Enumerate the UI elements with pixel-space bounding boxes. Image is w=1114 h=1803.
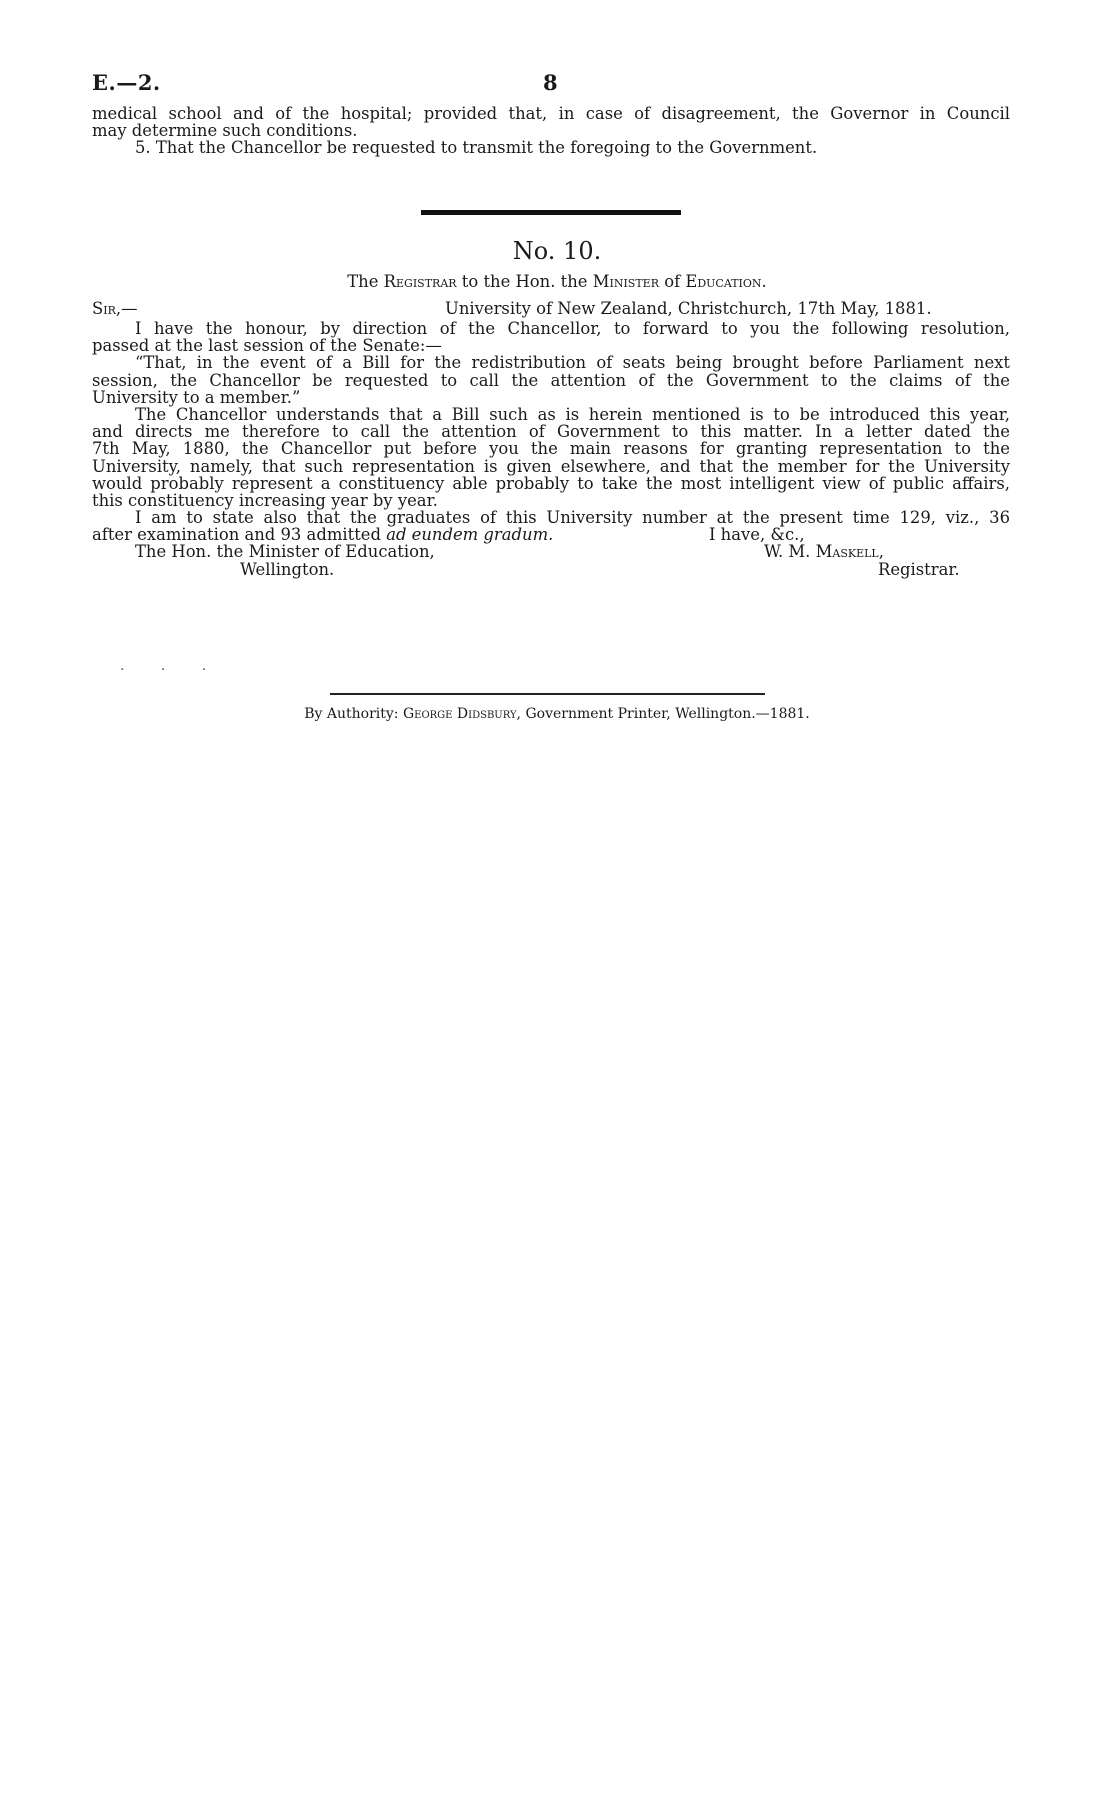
paragraph-line: would probably represent a constituency able probably to take the most intelligent view of public affairs, <box>92 473 1010 493</box>
paragraph-line: after examination and 93 admitted ad eundem gradum. I have, &c., <box>92 525 805 545</box>
closing: I have, &c., <box>709 525 805 545</box>
paragraph-line: passed at the last session of the Senate:— <box>92 336 442 356</box>
title-department: Education. <box>685 272 767 291</box>
salutation: Sir,— <box>92 299 138 318</box>
continuation-paragraph <box>92 105 1010 157</box>
continuation-line: medical school and of the hospital; provided that, in case of disagreement, the Governor in Council <box>92 104 1010 123</box>
paragraph-line: and directs me therefore to call the attention of Government to this matter. In a letter dated the <box>92 422 1010 442</box>
printer-name: George Didsbury, <box>402 706 522 722</box>
addressee-line: The Hon. the Minister of Education, W. M. Maskell, <box>135 542 884 562</box>
footer-divider <box>330 693 765 695</box>
paragraph-line: The Chancellor understands that a Bill such as is herein mentioned is to be introduced this year, <box>135 404 1010 424</box>
resolution-quote-line: University to a member.” <box>92 387 301 407</box>
paragraph-line: I have the honour, by direction of the Chancellor, to forward to you the following resolution, <box>135 319 1010 338</box>
section-divider <box>421 210 681 215</box>
addressee-line: Wellington. Registrar. <box>240 559 960 579</box>
signer-title: Registrar. <box>878 559 960 579</box>
latin-phrase: ad eundem gradum. <box>386 525 554 545</box>
paragraph-line: I am to state also that the graduates of this University number at the present time 129, viz., 36 <box>135 508 1010 528</box>
document-title: The Registrar to the Hon. the Minister of Education. <box>347 272 767 291</box>
document-number: No. 10. <box>512 237 602 265</box>
title-recipient: Minister <box>592 272 659 291</box>
dateline: University of New Zealand, Christchurch, 17th May, 1881. <box>445 299 932 318</box>
continuation-line: may determine such conditions. <box>92 121 358 141</box>
resolution-quote-line: “That, in the event of a Bill for the redistribution of seats being brought before Parliament next <box>135 353 1010 373</box>
paragraph-line: University, namely, that such representation is given elsewhere, and that the member for the University <box>92 456 1010 476</box>
printer-imprint: By Authority: George Didsbury, Government Printer, Wellington.—1881. <box>304 706 810 722</box>
paragraph-line: this constituency increasing year by year. <box>92 490 438 510</box>
letter-body <box>92 320 1010 578</box>
page-number: 8 <box>543 70 558 95</box>
title-sender: Registrar <box>383 272 457 291</box>
stray-marks: · · · <box>120 662 223 678</box>
resolution-item-5: 5. That the Chancellor be requested to transmit the foregoing to the Government. <box>135 138 818 158</box>
signer-name: W. M. Maskell, <box>764 542 884 562</box>
document-reference: E.—2. <box>92 70 161 95</box>
paragraph-line: 7th May, 1880, the Chancellor put before you the main reasons for granting representation to the <box>92 439 1010 459</box>
resolution-quote-line: session, the Chancellor be requested to call the attention of the Government to the claims of the <box>92 370 1010 390</box>
